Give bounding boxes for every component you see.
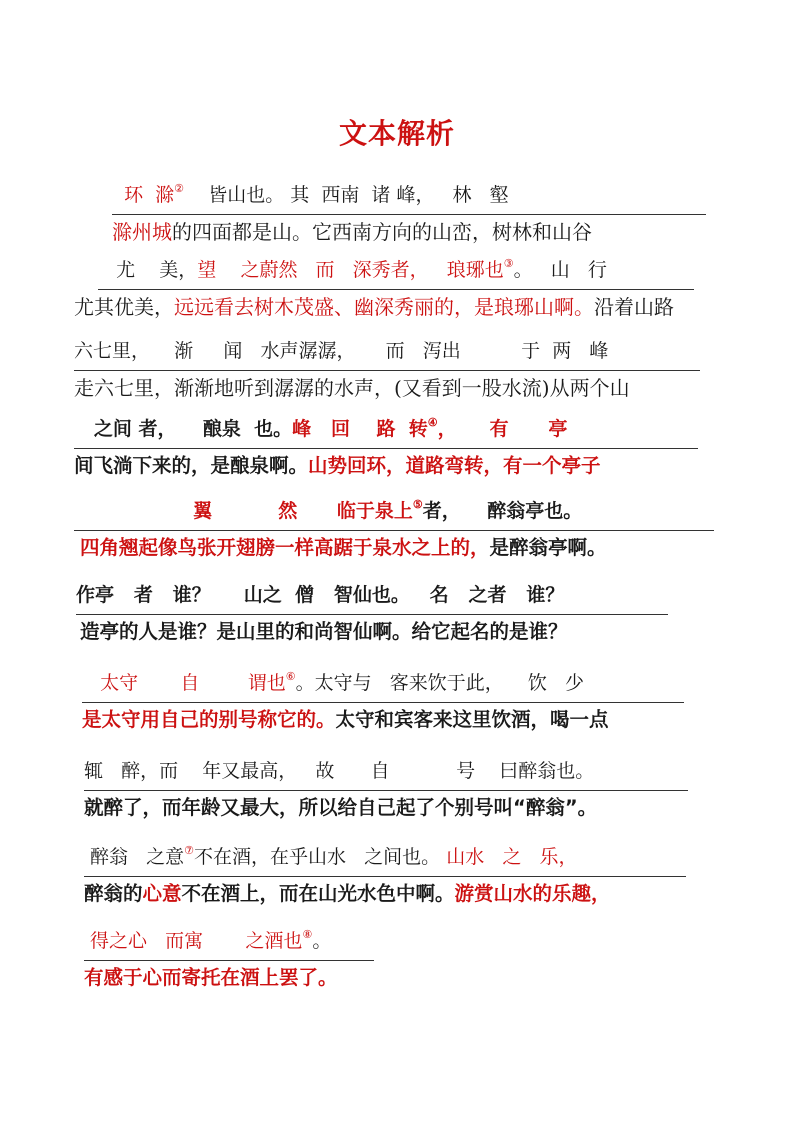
plain-text: 作亭 者 谁？ 山之 僧 智仙也。 名 之者 谁？ xyxy=(76,584,565,606)
plain-text: 间飞淌下来的，是酿泉啊。 xyxy=(74,454,309,477)
highlight-text: 山水 之 乐， xyxy=(446,846,578,868)
plain-text: 醉翁 之意 xyxy=(84,846,185,868)
highlight-text: 游赏山水的乐趣， xyxy=(454,882,611,905)
plain-text: 者， 醉翁亭也。 xyxy=(422,500,583,522)
original-line xyxy=(84,842,686,877)
plain-text: 皆山也。 其 西南 诸 峰， 林 壑 xyxy=(184,184,509,206)
original-line xyxy=(74,496,714,531)
plain-text: 。 xyxy=(312,930,332,952)
original-line xyxy=(98,255,694,290)
highlight-text: 有感于心而寄托在酒上罢了。 xyxy=(84,966,338,989)
plain-text: 六七里， 渐 闻 水声潺潺， 而 泻出 于 两 峰 xyxy=(74,340,609,362)
footnote-marker: ④ xyxy=(427,416,438,429)
plain-text: 的四面都是山。它西南方向的山峦，树林和山谷 xyxy=(172,220,592,244)
highlight-text: 望 之蔚然 而 深秀者， 琅琊也 xyxy=(197,259,504,281)
footnote-marker: ⑧ xyxy=(302,928,313,941)
original-line xyxy=(74,414,698,449)
footnote-marker: ⑤ xyxy=(412,498,423,511)
plain-text: 尤 美， xyxy=(98,259,198,281)
translation-line xyxy=(82,704,684,738)
translation-line xyxy=(74,450,698,484)
original-line xyxy=(84,756,688,791)
translation-line xyxy=(84,792,688,826)
translation-line xyxy=(80,532,714,566)
plain-text: 走六七里，渐渐地听到潺潺的水声，(又看到一股水流)从两个山 xyxy=(74,376,630,400)
translation-line xyxy=(74,291,694,325)
highlight-text: 太守 自 谓也 xyxy=(82,672,286,694)
plain-text: 。太守与 客来饮于此， 饮 少 xyxy=(295,672,584,694)
translation-line xyxy=(112,216,706,250)
plain-text: 之间 者， 酿泉 也。 xyxy=(74,418,293,440)
plain-text: 醉翁的 xyxy=(84,882,143,905)
translation-line xyxy=(74,372,700,406)
highlight-text: 翼 然 临于泉上 xyxy=(74,500,413,522)
translation-line xyxy=(80,616,668,650)
plain-text: 太守和宾客来这里饮酒，喝一点 xyxy=(335,708,609,731)
plain-text: 是醉翁亭啊。 xyxy=(489,536,607,559)
footnote-marker: ⑥ xyxy=(285,670,296,683)
highlight-text: 得之心 而寓 之酒也 xyxy=(84,930,303,952)
original-line xyxy=(112,180,706,215)
footnote-marker: ⑦ xyxy=(184,844,195,857)
highlight-text: ， 有 亭 xyxy=(437,418,568,440)
plain-text: 尤其优美， xyxy=(74,295,174,319)
original-line xyxy=(76,580,668,615)
plain-text: 造亭的人是谁？是山里的和尚智仙啊。给它起名的是谁？ xyxy=(80,620,568,643)
highlight-text: 山势回环，道路弯转，有一个亭子 xyxy=(308,454,601,477)
highlight-text: 滁州城 xyxy=(112,220,172,244)
plain-text: 不在酒上，而在山光水色中啊。 xyxy=(181,882,455,905)
highlight-text: 环 滁 xyxy=(112,184,175,206)
footnote-marker: ② xyxy=(174,182,185,195)
plain-text: 沿着山路 xyxy=(594,295,674,319)
original-line xyxy=(84,926,374,961)
highlight-text: 远远看去树木茂盛、幽深秀丽的，是琅琊山啊。 xyxy=(174,295,594,319)
plain-text: 。 山 行 xyxy=(513,259,607,281)
original-line xyxy=(74,336,700,371)
plain-text: 不在酒，在乎山水 之间也。 xyxy=(194,846,447,868)
highlight-text: 峰 回 路 转 xyxy=(292,418,428,440)
translation-line xyxy=(84,878,686,912)
original-line xyxy=(82,668,684,703)
plain-text: 就醉了，而年龄又最大，所以给自己起了个别号叫“醉翁”。 xyxy=(84,796,598,819)
plain-text: 辄 醉，而 年又最高， 故 自 号 曰醉翁也。 xyxy=(84,760,595,782)
page-title: 文本解析 xyxy=(338,117,455,150)
highlight-text: 是太守用自己的别号称它的。 xyxy=(82,708,336,731)
footnote-marker: ③ xyxy=(503,257,514,270)
highlight-text: 心意 xyxy=(142,882,182,905)
translation-line xyxy=(84,962,484,996)
highlight-text: 四角翘起像鸟张开翅膀一样高踞于泉水之上的， xyxy=(80,536,490,559)
